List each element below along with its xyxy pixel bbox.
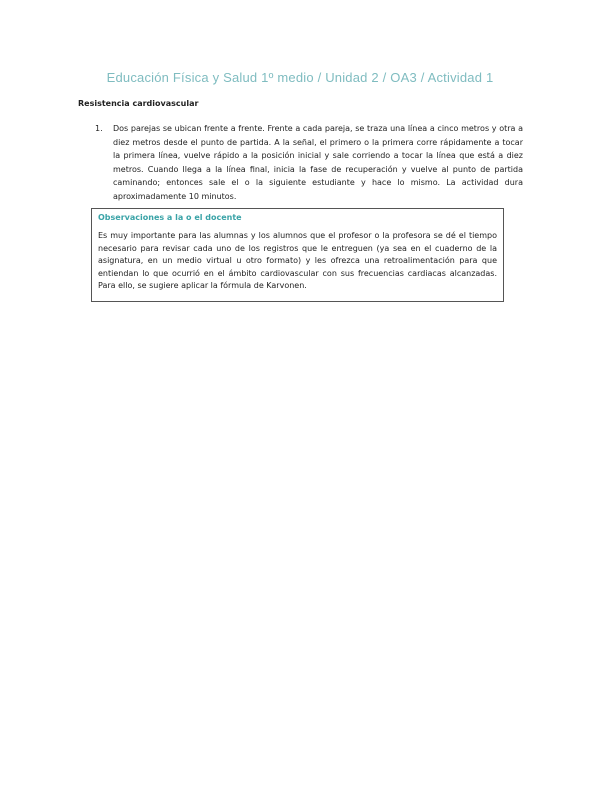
list-item-number: 1. (95, 124, 103, 133)
observations-text: Es muy importante para las alumnas y los alumnos que el profesor o la profesora se dé el tiempo necesario para revisar cada uno de los registros que le entreguen (ya sea en el cuaderno de la asignatura, en un medio virtual u otro formato) y les ofrezca una retroalimentación para que entiendan lo que ocurrió en el ámbito cardiovascular con sus frecuencias cardiacas alcanzadas. Para ello, se sugiere aplicar la fórmula de Karvonen. (98, 231, 497, 290)
observations-box (91, 208, 504, 302)
section-title: Resistencia cardiovascular (78, 99, 199, 108)
list-item-text: Dos parejas se ubican frente a frente. Frente a cada pareja, se traza una línea a cinco metros y otra a diez metros desde el punto de partida. A la señal, el primero o la primera corre rápidamente a tocar la primera línea, vuelve rápido a la posición inicial y sale corriendo a tocar la línea que está a diez metros. Cuando llega a la línea final, inicia la fase de recuperación y vuelve al punto de partida caminando; entonces sale el o la siguiente estudiante y hace lo mismo. La actividad dura aproximadamente 10 minutos. (113, 124, 523, 201)
page-header-title: Educación Física y Salud 1º medio / Unidad 2 / OA3 / Actividad 1 (106, 70, 494, 85)
list-item (93, 122, 523, 203)
activity-list (93, 122, 523, 203)
observations-title: Observaciones a la o el docente (98, 213, 242, 222)
